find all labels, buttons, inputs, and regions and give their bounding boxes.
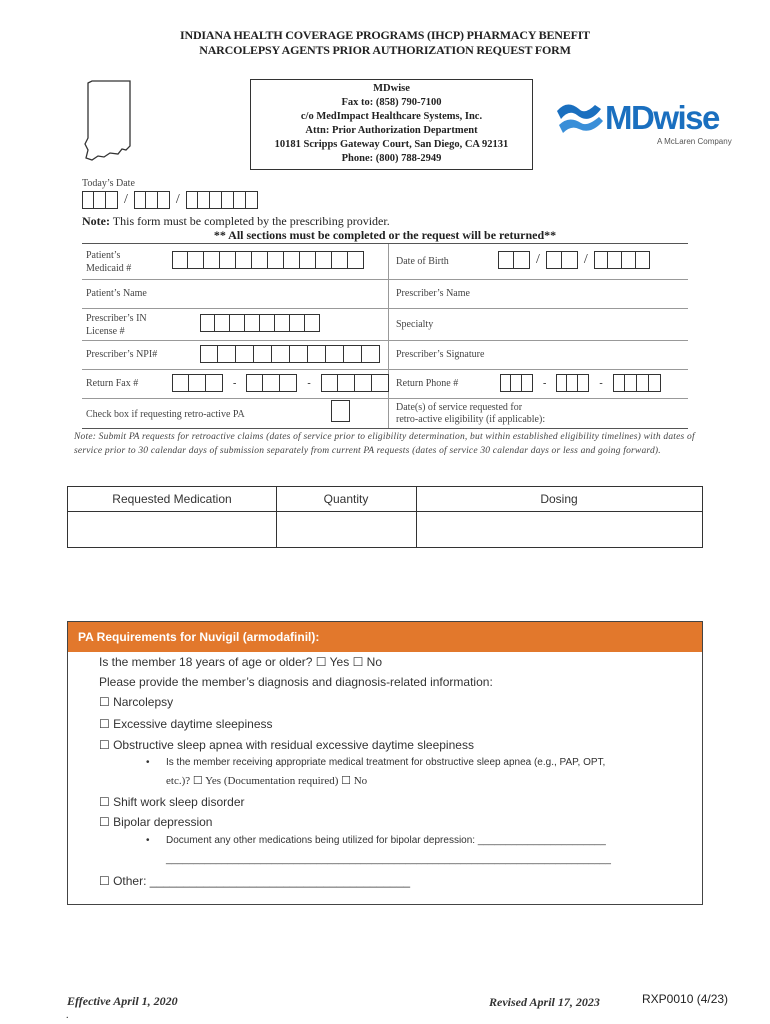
retro-check-label: Check box if requesting retro-active PA	[86, 409, 245, 420]
effective-date: Effective April 1, 2020	[67, 994, 178, 1008]
logo-tagline: A McLaren Company	[657, 137, 732, 146]
signature-label: Prescriber’s Signature	[396, 349, 485, 360]
npi-number-input[interactable]	[200, 345, 380, 363]
medicaid-number-input[interactable]	[172, 251, 364, 269]
mdwise-logo	[555, 97, 735, 157]
table-row	[82, 309, 688, 341]
form-title-line2: NARCOLEPSY AGENTS PRIOR AUTHORIZATION REQUEST FORM	[199, 43, 571, 57]
other-diagnosis-field[interactable]: ☐ Other: _______________________________________	[99, 874, 411, 888]
bipolar-medications-field[interactable]: Document any other medications being utilized for bipolar depression: _______________________	[166, 835, 606, 846]
bipolar-medications-line[interactable]: ________________________________________________________________________________	[166, 854, 611, 865]
medication-table	[67, 486, 703, 548]
narcolepsy-checkbox[interactable]: ☐ Narcolepsy	[99, 695, 174, 709]
contact-plan: MDwise	[373, 83, 410, 94]
return-fax-input[interactable]: - -	[172, 374, 389, 392]
retro-dates-label-1: Date(s) of service requested for	[396, 402, 523, 413]
bipolar-depression-checkbox[interactable]: ☐ Bipolar depression	[99, 815, 213, 829]
table-row	[82, 399, 688, 429]
retro-active-checkbox[interactable]	[331, 400, 350, 422]
return-phone-label: Return Phone #	[396, 378, 459, 389]
daytime-sleepiness-checkbox[interactable]: ☐ Excessive daytime sleepiness	[99, 717, 273, 731]
table-row	[82, 341, 688, 370]
sections-warning: ** All sections must be completed or the request will be returned**	[213, 228, 557, 242]
logo-wordmark: MDwise	[605, 99, 719, 136]
contact-company: c/o MedImpact Healthcare Systems, Inc.	[300, 111, 483, 122]
medicaid-label-2: Medicaid #	[86, 263, 132, 274]
contact-phone: Phone: (800) 788-2949	[341, 153, 442, 164]
fax-contact-box	[250, 79, 533, 170]
license-label-1: Prescriber’s IN	[86, 313, 147, 324]
pa-heading: PA Requirements for Nuvigil (armodafinil):	[68, 622, 702, 652]
retro-dates-label-2: retro-active eligibility (if applicable):	[396, 414, 546, 425]
todays-date-input[interactable]: / /	[82, 191, 258, 209]
npi-label: Prescriber’s NPI#	[86, 349, 158, 360]
med-header-medication: Requested Medication	[112, 492, 232, 506]
diagnosis-prompt: Please provide the member’s diagnosis and diagnosis-related information:	[99, 675, 493, 689]
table-row	[82, 244, 688, 280]
license-number-input[interactable]	[200, 314, 320, 332]
sleep-apnea-checkbox[interactable]: ☐ Obstructive sleep apnea with residual excessive daytime sleepiness	[99, 738, 474, 752]
dob-label: Date of Birth	[396, 256, 449, 267]
list-item: •	[146, 835, 150, 846]
contact-attn: Attn: Prior Authorization Department	[305, 125, 478, 136]
revised-date: Revised April 17, 2023	[489, 995, 600, 1009]
med-header-dosing: Dosing	[540, 492, 578, 506]
patient-prescriber-table	[82, 243, 688, 425]
form-title-line1: INDIANA HEALTH COVERAGE PROGRAMS (IHCP) PHARMACY BENEFIT	[180, 28, 590, 42]
medication-input[interactable]	[68, 512, 276, 547]
med-header-quantity: Quantity	[323, 492, 369, 506]
shift-work-checkbox[interactable]: ☐ Shift work sleep disorder	[99, 795, 245, 809]
contact-address: 10181 Scripps Gateway Court, San Diego, CA 92131	[274, 139, 509, 150]
table-row	[82, 280, 688, 309]
patient-name-label: Patient’s Name	[86, 288, 147, 299]
prescriber-name-label: Prescriber’s Name	[396, 288, 470, 299]
note-text: This form must be completed by the prescribing provider.	[112, 214, 390, 228]
indiana-map-icon	[82, 80, 134, 162]
list-item: •	[146, 757, 150, 768]
sleep-apnea-treatment-answer[interactable]: etc.)? ☐ Yes (Documentation required) ☐ No	[166, 775, 368, 787]
sleep-apnea-treatment-question: Is the member receiving appropriate medical treatment for obstructive sleep apnea (e.g., PAP, OPT,	[166, 757, 606, 768]
dob-input[interactable]: / /	[498, 251, 650, 269]
quantity-input[interactable]	[277, 512, 416, 547]
return-fax-label: Return Fax #	[86, 378, 139, 389]
specialty-label: Specialty	[396, 319, 434, 330]
todays-date-label: Today’s Date	[82, 178, 135, 189]
return-phone-input[interactable]: - -	[500, 374, 661, 392]
table-row	[82, 370, 688, 399]
provider-note	[82, 214, 390, 229]
retro-note: Note: Submit PA requests for retroactive claims (dates of service prior to eligibility determination, but within established eligibility timelines) with dates of service prior to 30 calendar days of submission separately from current PA requests (dates of service 30 calendar days or less and going forward).	[74, 432, 695, 456]
license-label-2: License #	[86, 326, 125, 337]
pa-requirements-section	[67, 621, 703, 905]
contact-fax: Fax to: (858) 790-7100	[341, 97, 442, 108]
mdwise-logo-mark-icon	[555, 101, 605, 137]
form-id: RXP0010 (4/23)	[642, 992, 729, 1006]
footer-dot: .	[66, 1010, 69, 1021]
age-question[interactable]: Is the member 18 years of age or older? ☐ Yes ☐ No	[99, 655, 382, 669]
medicaid-label-1: Patient’s	[86, 250, 121, 261]
note-prefix: Note:	[82, 214, 110, 228]
dosing-input[interactable]	[417, 512, 702, 547]
